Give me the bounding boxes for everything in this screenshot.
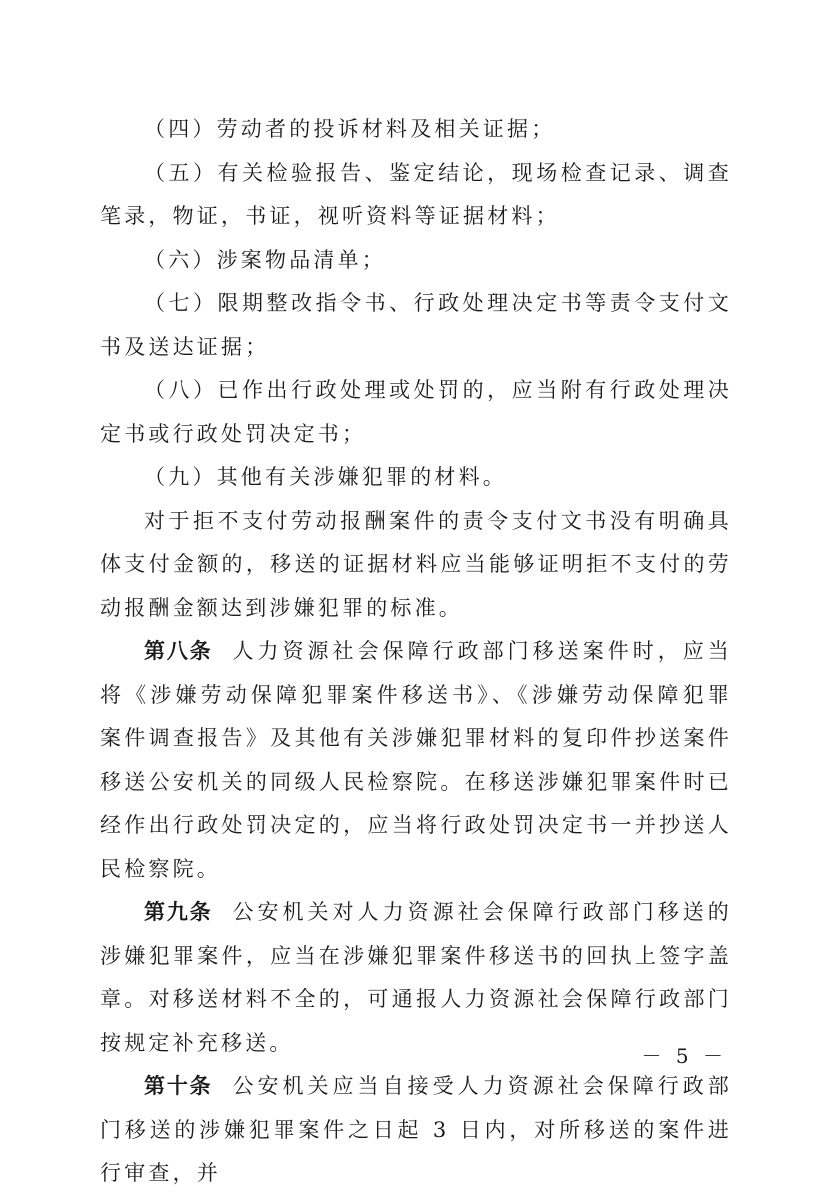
article-text: 公安机关应当自接受人力资源社会保障行政部门移送的涉嫌犯罪案件之日起 3 日内，对所移送的案件进行审查，并 <box>100 1074 733 1185</box>
clause-8: （八）已作出行政处理或处罚的，应当附有行政处理决定书或行政处罚决定书； <box>100 378 732 446</box>
article-8 <box>100 630 732 891</box>
article-9 <box>100 891 732 1065</box>
clause-4: （四）劳动者的投诉材料及相关证据； <box>144 117 556 141</box>
article-10 <box>100 1065 732 1196</box>
unpaid-wages-note: 对于拒不支付劳动报酬案件的责令支付文书没有明确具体支付金额的，移送的证据材料应当能够证明拒不支付的劳动报酬金额达到涉嫌犯罪的标准。 <box>100 508 732 620</box>
article-number: 第八条 <box>144 639 213 663</box>
article-text: 人力资源社会保障行政部门移送案件时，应当将《涉嫌劳动保障犯罪案件移送书》、《涉嫌劳动保障犯罪案件调查报告》及其他有关涉嫌犯罪材料的复印件抄送案件移送公安机关的同级人民检察院。在移送涉嫌犯罪案件时已经作出行政处罚决定的，应当将行政处罚决定书一并抄送人民检察院。 <box>100 639 733 881</box>
clause-9: （九）其他有关涉嫌犯罪的材料。 <box>144 465 507 489</box>
document-page <box>100 108 732 1196</box>
clause-7: （七）限期整改指令书、行政处理决定书等责令支付文书及送达证据； <box>100 291 732 359</box>
article-number: 第十条 <box>144 1074 213 1098</box>
page-number: － 5 － <box>641 1044 727 1068</box>
article-number: 第九条 <box>144 900 213 924</box>
article-text: 公安机关对人力资源社会保障行政部门移送的涉嫌犯罪案件，应当在涉嫌犯罪案件移送书的回执上签字盖章。对移送材料不全的，可通报人力资源社会保障行政部门按规定补充移送。 <box>100 900 733 1055</box>
clause-5: （五）有关检验报告、鉴定结论，现场检查记录、调查笔录，物证，书证，视听资料等证据材料； <box>100 160 732 228</box>
clause-6: （六）涉案物品清单； <box>144 247 386 272</box>
